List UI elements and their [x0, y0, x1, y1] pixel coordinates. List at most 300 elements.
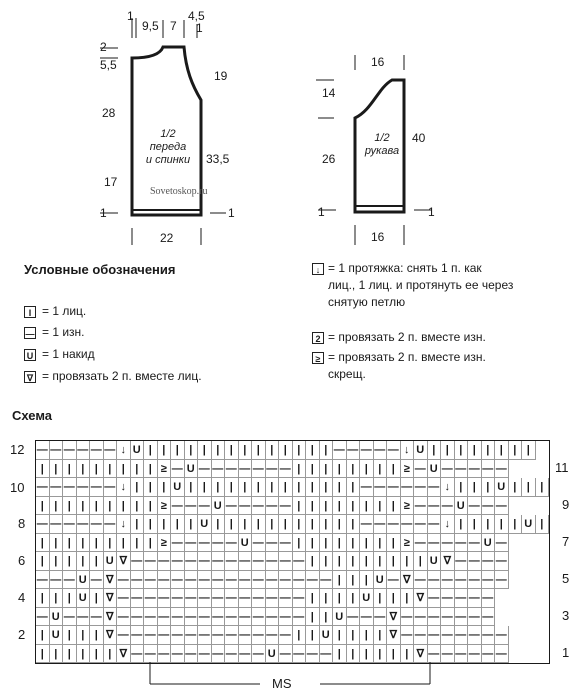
- chart-cell: |: [387, 497, 401, 516]
- chart-cell: |: [455, 441, 469, 460]
- chart-cell: —: [131, 571, 145, 590]
- chart-cell: —: [279, 460, 293, 479]
- chart-cell: |: [293, 497, 307, 516]
- chart-cell: —: [77, 608, 91, 627]
- chart-cell: —: [252, 534, 266, 553]
- chart-cell: —: [428, 645, 442, 664]
- chart-cell: —: [90, 441, 104, 460]
- dim-sleeve-left-3: 1: [318, 205, 325, 219]
- chart-cell: |: [482, 441, 496, 460]
- chart-cell: —: [482, 645, 496, 664]
- chart-cell: |: [414, 552, 428, 571]
- chart-cell: |: [266, 478, 280, 497]
- chart-cell: |: [293, 460, 307, 479]
- pass-over-icon: ↓: [312, 263, 324, 275]
- chart-cell: ∇: [104, 608, 118, 627]
- chart-cell: |: [306, 608, 320, 627]
- chart-cell: |: [347, 515, 361, 534]
- chart-cell: |: [320, 497, 334, 516]
- chart-cell: —: [90, 515, 104, 534]
- chart-cell: —: [495, 552, 509, 571]
- chart-cell: |: [482, 478, 496, 497]
- chart-cell: —: [104, 515, 118, 534]
- chart-cell: |: [482, 515, 496, 534]
- chart-cell: |: [36, 589, 50, 608]
- chart-cell: —: [198, 626, 212, 645]
- chart-cell: |: [347, 460, 361, 479]
- chart-cell: |: [77, 552, 91, 571]
- chart-cell: |: [441, 441, 455, 460]
- legend-pass-over: = 1 протяжка: снять 1 п. как лиц., 1 лиц. и протянуть ее через снятую петлю: [328, 261, 514, 309]
- chart-cell: |: [63, 645, 77, 664]
- chart-cell: —: [279, 534, 293, 553]
- chart-cell: U: [185, 460, 199, 479]
- chart-cell: —: [441, 645, 455, 664]
- chart-cell: —: [414, 534, 428, 553]
- chart-cell: |: [279, 441, 293, 460]
- chart-cell: ∇: [414, 589, 428, 608]
- dim-sleeve-right-2: 1: [428, 205, 435, 219]
- chart-cell: —: [293, 589, 307, 608]
- yarn-over-icon: U: [24, 349, 36, 361]
- row-number-5: 5: [562, 571, 570, 586]
- chart-cell: —: [455, 645, 469, 664]
- chart-cell: |: [212, 515, 226, 534]
- chart-cell: —: [252, 552, 266, 571]
- chart-cell: |: [509, 515, 523, 534]
- chart-cell: U: [198, 515, 212, 534]
- chart-cell: |: [333, 497, 347, 516]
- chart-cell: ∇: [387, 608, 401, 627]
- chart-cell: |: [360, 552, 374, 571]
- chart-cell: |: [279, 515, 293, 534]
- chart-cell: U: [77, 571, 91, 590]
- chart-cell: —: [401, 478, 415, 497]
- chart-cell: U: [239, 534, 253, 553]
- chart-cell: U: [522, 515, 536, 534]
- chart-cell: —: [225, 645, 239, 664]
- chart-cell: —: [495, 626, 509, 645]
- chart-cell: —: [239, 552, 253, 571]
- dim-front-right-3: 1: [228, 206, 235, 220]
- chart-cell: —: [266, 589, 280, 608]
- legend-p2tog: = провязать 2 п. вместе изн.: [328, 330, 486, 344]
- chart-cell: |: [63, 497, 77, 516]
- chart-cell: —: [171, 589, 185, 608]
- chart-cell: —: [63, 571, 77, 590]
- chart-cell: —: [239, 608, 253, 627]
- chart-cell: —: [171, 552, 185, 571]
- chart-cell: ≥: [401, 497, 415, 516]
- chart-cell: |: [77, 460, 91, 479]
- chart-cell: —: [50, 441, 64, 460]
- chart-cell: |: [320, 441, 334, 460]
- knit-stitch-icon: I: [24, 306, 36, 318]
- chart-cell: |: [90, 460, 104, 479]
- legend-k2tog: = провязать 2 п. вместе лиц.: [42, 369, 202, 383]
- chart-cell: —: [428, 497, 442, 516]
- chart-cell: U: [428, 552, 442, 571]
- dim-front-right-1: 19: [214, 69, 228, 83]
- chart-cell: |: [63, 534, 77, 553]
- chart-cell: |: [374, 497, 388, 516]
- chart-cell: |: [360, 645, 374, 664]
- chart-cell: —: [360, 608, 374, 627]
- chart-cell: —: [212, 460, 226, 479]
- purl-stitch-icon: —: [25, 329, 35, 339]
- chart-cell: U: [495, 478, 509, 497]
- chart-cell: —: [77, 441, 91, 460]
- chart-cell: |: [117, 460, 131, 479]
- chart-cell: |: [320, 534, 334, 553]
- dim-front-top-3: 7: [170, 19, 177, 33]
- chart-cell: —: [482, 589, 496, 608]
- p2tog-crossed-icon: ≥: [312, 352, 324, 364]
- chart-cell: —: [455, 552, 469, 571]
- chart-cell: |: [104, 460, 118, 479]
- chart-cell: |: [50, 552, 64, 571]
- chart-cell: U: [50, 608, 64, 627]
- chart-cell: —: [50, 515, 64, 534]
- chart-cell: U: [131, 441, 145, 460]
- chart-cell: |: [185, 515, 199, 534]
- chart-cell: |: [90, 552, 104, 571]
- chart-cell: |: [401, 645, 415, 664]
- chart-cell: |: [77, 534, 91, 553]
- chart-cell: ↓: [117, 515, 131, 534]
- chart-cell: |: [293, 478, 307, 497]
- chart-cell: —: [131, 626, 145, 645]
- chart-cell: —: [158, 552, 172, 571]
- chart-cell: —: [374, 441, 388, 460]
- chart-cell: —: [441, 626, 455, 645]
- chart-cell: |: [468, 515, 482, 534]
- chart-cell: |: [239, 441, 253, 460]
- dim-front-top-1: 1: [127, 9, 134, 23]
- chart-cell: —: [90, 571, 104, 590]
- chart-cell: |: [374, 589, 388, 608]
- chart-cell: —: [360, 441, 374, 460]
- chart-cell: |: [333, 478, 347, 497]
- chart-cell: |: [428, 441, 442, 460]
- chart-cell: —: [468, 645, 482, 664]
- chart-cell: ≥: [401, 534, 415, 553]
- front-back-label: 1/2 переда и спинки: [145, 128, 191, 166]
- chart-cell: —: [293, 608, 307, 627]
- chart-cell: —: [158, 589, 172, 608]
- chart-cell: —: [144, 645, 158, 664]
- chart-cell: —: [360, 478, 374, 497]
- dim-front-left-1: 2: [100, 40, 107, 54]
- row-number-8: 8: [18, 516, 26, 531]
- dim-sleeve-top: 16: [371, 55, 385, 69]
- chart-cell: —: [252, 497, 266, 516]
- legend-purl: = 1 изн.: [42, 325, 85, 339]
- chart-cell: |: [306, 534, 320, 553]
- chart-cell: —: [495, 534, 509, 553]
- chart-cell: —: [482, 608, 496, 627]
- chart-cell: |: [360, 534, 374, 553]
- chart-cell: |: [63, 552, 77, 571]
- chart-cell: |: [522, 441, 536, 460]
- chart-cell: —: [279, 608, 293, 627]
- chart-cell: —: [266, 460, 280, 479]
- chart-cell: |: [333, 571, 347, 590]
- row-number-1: 1: [562, 645, 570, 660]
- row-number-11: 11: [555, 460, 569, 475]
- chart-cell: |: [117, 534, 131, 553]
- chart-cell: —: [482, 552, 496, 571]
- chart-cell: |: [36, 497, 50, 516]
- chart-cell: |: [374, 534, 388, 553]
- chart-cell: —: [482, 460, 496, 479]
- chart-cell: |: [131, 497, 145, 516]
- chart-cell: —: [387, 515, 401, 534]
- chart-cell: |: [293, 515, 307, 534]
- chart-cell: —: [414, 626, 428, 645]
- chart-cell: |: [347, 626, 361, 645]
- chart-cell: —: [185, 552, 199, 571]
- chart-cell: —: [225, 571, 239, 590]
- chart-cell: —: [144, 552, 158, 571]
- chart-cell: |: [50, 460, 64, 479]
- chart-cell: —: [428, 626, 442, 645]
- chart-cell: |: [90, 534, 104, 553]
- chart-cell: U: [266, 645, 280, 664]
- chart-cell: |: [374, 460, 388, 479]
- chart-cell: —: [77, 515, 91, 534]
- chart-cell: —: [185, 534, 199, 553]
- chart-cell: —: [131, 552, 145, 571]
- chart-cell: —: [482, 626, 496, 645]
- chart-cell: —: [185, 608, 199, 627]
- chart-cell: —: [360, 515, 374, 534]
- chart-cell: —: [347, 441, 361, 460]
- chart-cell: —: [468, 589, 482, 608]
- chart-cell: —: [414, 608, 428, 627]
- chart-cell: |: [536, 515, 550, 534]
- chart-cell: —: [495, 645, 509, 664]
- chart-cell: |: [347, 645, 361, 664]
- chart-cell: —: [320, 645, 334, 664]
- chart-cell: |: [333, 534, 347, 553]
- chart-cell: —: [374, 478, 388, 497]
- chart-cell: —: [198, 552, 212, 571]
- chart-cell: |: [306, 478, 320, 497]
- legend-p2tog-crossed: = провязать 2 п. вместе изн. скрещ.: [328, 350, 486, 381]
- chart-cell: |: [333, 626, 347, 645]
- chart-cell: —: [50, 478, 64, 497]
- chart-cell: |: [36, 460, 50, 479]
- chart-cell: |: [320, 515, 334, 534]
- chart-cell: —: [239, 497, 253, 516]
- chart-cell: —: [144, 571, 158, 590]
- chart-cell: ∇: [104, 589, 118, 608]
- chart-cell: |: [90, 645, 104, 664]
- chart-cell: |: [158, 478, 172, 497]
- chart-cell: ∇: [387, 626, 401, 645]
- chart-cell: —: [144, 589, 158, 608]
- chart-cell: |: [144, 441, 158, 460]
- chart-cell: —: [225, 552, 239, 571]
- chart-cell: —: [374, 515, 388, 534]
- chart-cell: —: [225, 460, 239, 479]
- chart-cell: |: [225, 441, 239, 460]
- chart-cell: —: [428, 608, 442, 627]
- chart-cell: |: [144, 460, 158, 479]
- chart-cell: |: [77, 645, 91, 664]
- chart-cell: —: [225, 534, 239, 553]
- chart-cell: ∇: [441, 552, 455, 571]
- chart-cell: |: [360, 571, 374, 590]
- chart-cell: —: [198, 534, 212, 553]
- chart-cell: —: [252, 571, 266, 590]
- dim-front-left-5: 1: [100, 206, 107, 220]
- chart-cell: |: [50, 589, 64, 608]
- chart-cell: U: [333, 608, 347, 627]
- chart-cell: |: [252, 441, 266, 460]
- chart-cell: |: [495, 441, 509, 460]
- chart-cell: |: [306, 441, 320, 460]
- chart-cell: ∇: [117, 645, 131, 664]
- chart-cell: —: [455, 460, 469, 479]
- dim-sleeve-right-1: 40: [412, 131, 426, 145]
- chart-cell: —: [198, 460, 212, 479]
- dim-sleeve-bottom: 16: [371, 230, 385, 244]
- chart-cell: —: [266, 608, 280, 627]
- chart-cell: —: [77, 478, 91, 497]
- chart-cell: —: [117, 626, 131, 645]
- chart-cell: |: [536, 478, 550, 497]
- chart-cell: —: [428, 515, 442, 534]
- chart-cell: |: [320, 589, 334, 608]
- chart-cell: U: [374, 571, 388, 590]
- chart-cell: —: [198, 497, 212, 516]
- chart-cell: U: [77, 589, 91, 608]
- chart-cell: |: [374, 645, 388, 664]
- chart-cell: —: [198, 645, 212, 664]
- chart-cell: —: [428, 589, 442, 608]
- chart-cell: |: [63, 589, 77, 608]
- chart-cell: —: [468, 626, 482, 645]
- chart-cell: |: [374, 626, 388, 645]
- chart-cell: —: [374, 608, 388, 627]
- legend-title: Условные обозначения: [24, 262, 176, 277]
- chart-cell: —: [212, 534, 226, 553]
- chart-cell: ↓: [401, 441, 415, 460]
- chart-cell: —: [185, 589, 199, 608]
- chart-cell: |: [225, 515, 239, 534]
- chart-cell: |: [104, 534, 118, 553]
- chart-cell: |: [333, 460, 347, 479]
- chart-cell: —: [347, 608, 361, 627]
- chart-cell: —: [441, 608, 455, 627]
- chart-cell: |: [239, 515, 253, 534]
- chart-cell: —: [117, 589, 131, 608]
- garment-diagrams: [0, 0, 585, 260]
- chart-cell: —: [279, 589, 293, 608]
- chart-cell: |: [131, 534, 145, 553]
- chart-cell: |: [306, 460, 320, 479]
- chart-cell: —: [185, 626, 199, 645]
- chart-cell: —: [171, 608, 185, 627]
- chart-cell: ∇: [104, 571, 118, 590]
- chart-cell: |: [522, 478, 536, 497]
- chart-cell: |: [333, 589, 347, 608]
- chart-cell: |: [468, 478, 482, 497]
- chart-cell: —: [36, 441, 50, 460]
- chart-cell: |: [306, 626, 320, 645]
- chart-cell: —: [252, 645, 266, 664]
- chart-cell: —: [414, 497, 428, 516]
- row-number-4: 4: [18, 590, 26, 605]
- chart-cell: |: [347, 497, 361, 516]
- chart-cell: |: [252, 478, 266, 497]
- chart-cell: —: [252, 608, 266, 627]
- chart-cell: |: [509, 441, 523, 460]
- chart-cell: —: [171, 534, 185, 553]
- chart-cell: |: [509, 478, 523, 497]
- chart-cell: —: [117, 608, 131, 627]
- chart-cell: —: [468, 497, 482, 516]
- chart-cell: —: [266, 552, 280, 571]
- chart-cell: —: [239, 571, 253, 590]
- chart-cell: |: [320, 460, 334, 479]
- chart-cell: |: [347, 589, 361, 608]
- chart-cell: —: [455, 589, 469, 608]
- row-number-7: 7: [562, 534, 570, 549]
- chart-cell: —: [414, 460, 428, 479]
- chart-cell: |: [252, 515, 266, 534]
- chart-cell: —: [401, 515, 415, 534]
- dim-front-top-4: 4,5: [188, 9, 205, 23]
- chart-cell: |: [387, 645, 401, 664]
- chart-cell: |: [387, 534, 401, 553]
- chart-cell: |: [374, 552, 388, 571]
- chart-cell: |: [306, 552, 320, 571]
- chart-cell: |: [468, 441, 482, 460]
- chart-cell: —: [212, 552, 226, 571]
- chart-cell: —: [468, 571, 482, 590]
- chart-cell: —: [225, 589, 239, 608]
- chart-cell: |: [185, 478, 199, 497]
- chart-cell: ↓: [441, 515, 455, 534]
- chart-cell: ≥: [401, 460, 415, 479]
- chart-cell: —: [212, 645, 226, 664]
- chart-cell: —: [495, 460, 509, 479]
- dim-front-left-4: 17: [104, 175, 118, 189]
- chart-cell: —: [306, 645, 320, 664]
- chart-cell: —: [63, 608, 77, 627]
- chart-cell: —: [279, 552, 293, 571]
- chart-cell: |: [144, 478, 158, 497]
- chart-cell: |: [36, 645, 50, 664]
- chart-cell: —: [441, 460, 455, 479]
- chart-cell: —: [279, 645, 293, 664]
- chart-cell: U: [171, 478, 185, 497]
- chart-cell: —: [252, 589, 266, 608]
- chart-cell: —: [414, 571, 428, 590]
- legend-yarn-over: = 1 накид: [42, 347, 95, 361]
- chart-cell: |: [320, 478, 334, 497]
- chart-cell: |: [36, 534, 50, 553]
- chart-cell: |: [347, 552, 361, 571]
- chart-cell: —: [104, 478, 118, 497]
- row-number-2: 2: [18, 627, 26, 642]
- chart-cell: —: [468, 608, 482, 627]
- chart-cell: —: [36, 608, 50, 627]
- chart-cell: |: [90, 626, 104, 645]
